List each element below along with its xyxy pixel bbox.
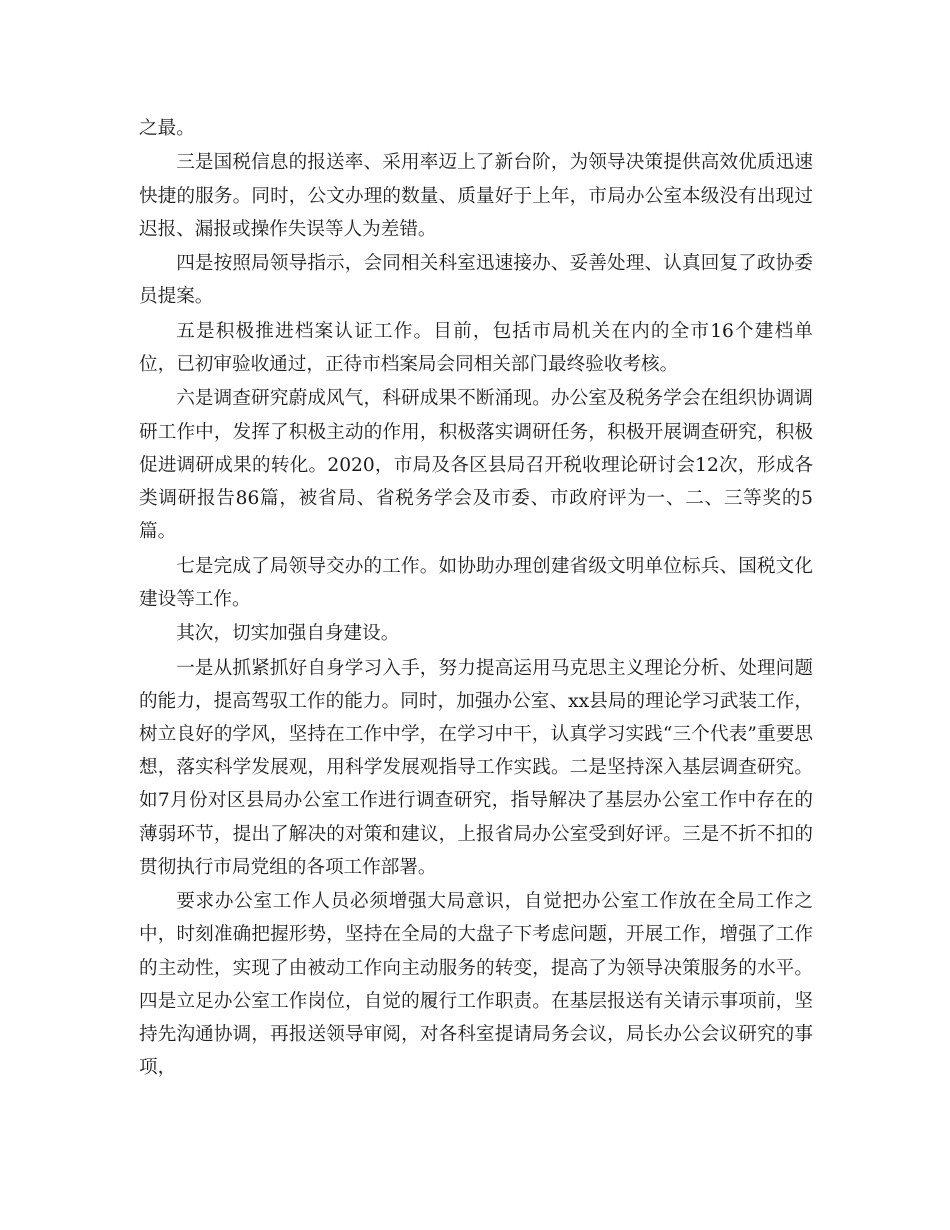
- paragraph: 要求办公室工作人员必须增强大局意识，自觉把办公室工作放在全局工作之中，时刻准确把握形势，坚持在全局的大盘子下考虑问题，开展工作，增强了工作的主动性，实现了由被动工作向主动服务的转变，提高了为领导决策服务的水平。四是立足办公室工作岗位，自觉的履行工作职责。在基层报送有关请示事项前，坚持先沟通协调，再报送领导审阅，对各科室提请局务会议，局长办公会议研究的事项，: [139, 891, 813, 1079]
- paragraph: 五是积极推进档案认证工作。目前，包括市局机关在内的全市16个建档单位，已初审验收通过，正待市档案局会同相关部门最终验收考核。: [139, 320, 813, 375]
- paragraph: 其次，切实加强自身建设。: [176, 623, 400, 645]
- document-body: [139, 112, 813, 1086]
- paragraph: 七是完成了局领导交办的工作。如协助办理创建省级文明单位标兵、国税文化建设等工作。: [139, 555, 813, 610]
- paragraph: 一是从抓紧抓好自身学习入手，努力提高运用马克思主义理论分析、处理问题的能力，提高驾驭工作的能力。同时，加强办公室、xx县局的理论学习武装工作，树立良好的学风，坚持在工作中学，在学习中干，认真学习实践“三个代表”重要思想，落实科学发展观，用科学发展观指导工作实践。二是坚持深入基层调查研究。如7月份对区县局办公室工作进行调查研究，指导解决了基层办公室工作中存在的薄弱环节，提出了解决的对策和建议，上报省局办公室受到好评。三是不折不扣的贯彻执行市局党组的各项工作部署。: [139, 657, 813, 878]
- paragraph: 三是国税信息的报送率、采用率迈上了新台阶，为领导决策提供高效优质迅速快捷的服务。同时，公文办理的数量、质量好于上年，市局办公室本级没有出现过迟报、漏报或操作失误等人为差错。: [139, 152, 813, 240]
- paragraph: 四是按照局领导指示，会同相关科室迅速接办、妥善处理、认真回复了政协委员提案。: [139, 253, 813, 308]
- paragraph: 之最。: [139, 118, 195, 139]
- paragraph: 六是调查研究蔚成风气，科研成果不断涌现。办公室及税务学会在组织协调调研工作中，发挥了积极主动的作用，积极落实调研任务，积极开展调查研究，积极促进调研成果的转化。2020，市局及各区县局召开税收理论研讨会12次，形成各类调研报告86篇，被省局、省税务学会及市委、市政府评为一、二、三等奖的5篇。: [139, 388, 813, 543]
